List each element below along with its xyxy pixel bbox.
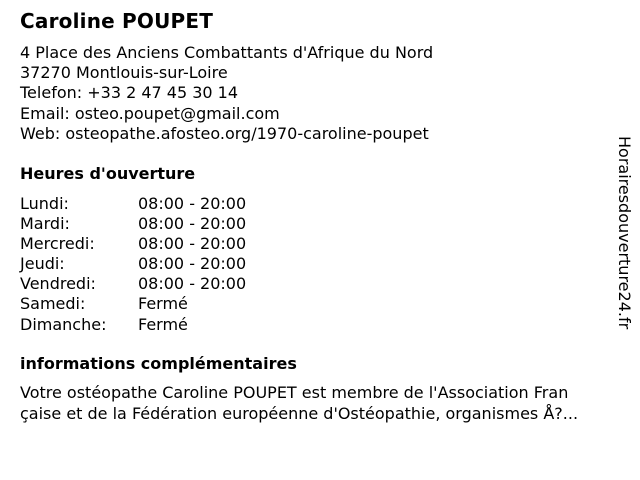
site-watermark: Horairesdouverture24.fr [615, 136, 634, 330]
day-label: Mardi: [20, 214, 70, 234]
day-time: 08:00 - 20:00 [138, 194, 247, 213]
hours-row-thursday [20, 254, 246, 274]
hours-table [20, 194, 246, 335]
email-line: Email: osteo.poupet@gmail.com [20, 103, 280, 123]
info-line-1: Votre ostéopathe Caroline POUPET est membre de l'Association Fran [20, 383, 569, 402]
info-text [20, 383, 625, 424]
web-line: Web: osteopathe.afosteo.org/1970-caroline-poupet [20, 123, 429, 143]
day-time: 08:00 - 20:00 [138, 234, 247, 254]
hours-row-monday [20, 194, 246, 214]
hours-row-tuesday [20, 214, 246, 234]
day-label: Mercredi: [20, 234, 95, 254]
contact-block [20, 43, 433, 144]
address-line-1: 4 Place des Anciens Combattants d'Afrique du Nord [20, 43, 434, 62]
business-name: Caroline POUPET [20, 9, 214, 33]
hours-heading: Heures d'ouverture [20, 164, 196, 183]
day-time: Fermé [138, 314, 188, 334]
hours-row-wednesday [20, 234, 246, 254]
day-label: Dimanche: [20, 314, 107, 334]
hours-row-sunday [20, 315, 246, 335]
info-heading: informations complémentaires [20, 354, 297, 373]
address-line-2: 37270 Montlouis-sur-Loire [20, 63, 228, 83]
info-line-2: çaise et de la Fédération européenne d'Ostéopathie, organismes Å?... [20, 403, 579, 423]
day-label: Jeudi: [20, 254, 65, 274]
day-label: Samedi: [20, 294, 86, 314]
day-time: Fermé [138, 294, 188, 314]
day-label: Lundi: [20, 194, 69, 213]
phone-line: Telefon: +33 2 47 45 30 14 [20, 83, 239, 103]
day-label: Vendredi: [20, 274, 96, 294]
hours-row-saturday [20, 294, 246, 314]
day-time: 08:00 - 20:00 [138, 214, 247, 234]
day-time: 08:00 - 20:00 [138, 254, 247, 274]
day-time: 08:00 - 20:00 [138, 274, 247, 294]
hours-row-friday [20, 274, 246, 294]
